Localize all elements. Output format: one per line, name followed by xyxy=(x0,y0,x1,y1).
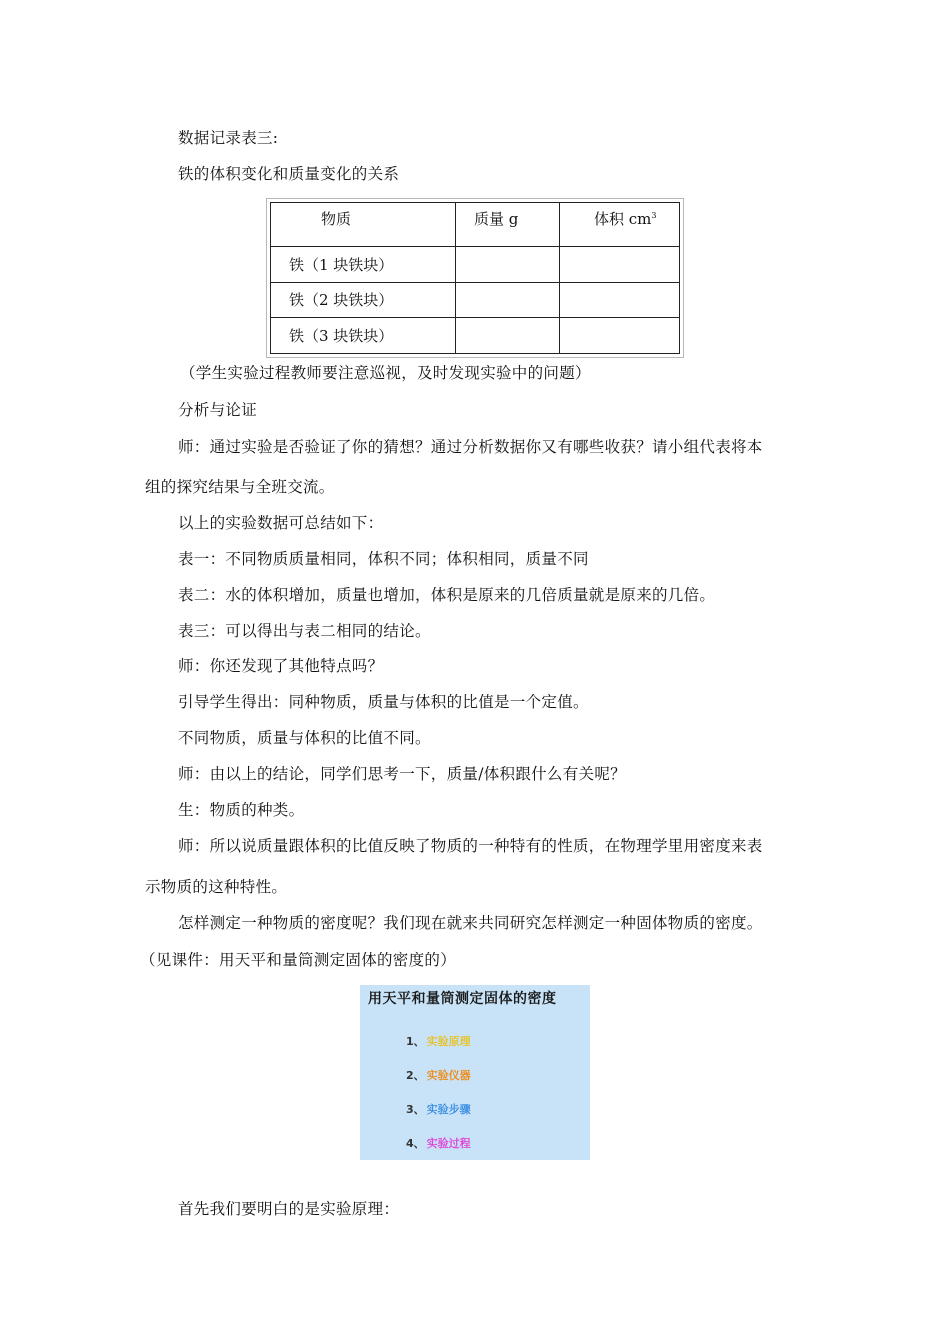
paragraph: 师：所以说质量跟体积的比值反映了物质的一种特有的性质，在物理学里用密度来表 xyxy=(178,837,763,855)
table-cell xyxy=(560,246,680,282)
data-table xyxy=(270,202,680,354)
courseware-slide-image xyxy=(360,985,590,1160)
table-header-row xyxy=(271,203,680,247)
paragraph: 表三：可以得出与表二相同的结论。 xyxy=(178,622,431,640)
data-table-frame xyxy=(266,198,684,358)
table-cell xyxy=(456,246,560,282)
paragraph-analysis: 分析与论证 xyxy=(178,401,258,419)
paragraph: （见课件：用天平和量筒测定固体的密度的） xyxy=(140,951,457,969)
slide-item: 4、 实验过程 xyxy=(406,1137,471,1150)
paragraph: 表二：水的体积增加，质量也增加，体积是原来的几倍质量就是原来的几倍。 xyxy=(178,586,716,604)
table-caption: 铁的体积变化和质量变化的关系 xyxy=(178,165,400,183)
paragraph-note: （学生实验过程教师要注意巡视，及时发现实验中的问题） xyxy=(180,364,591,382)
slide-item: 2、 实验仪器 xyxy=(406,1069,471,1082)
table-heading: 数据记录表三: xyxy=(178,129,279,147)
table-cell: 铁（3 块铁块） xyxy=(271,318,456,354)
table-cell: 铁（2 块铁块） xyxy=(271,282,456,318)
paragraph: 不同物质，质量与体积的比值不同。 xyxy=(178,729,431,747)
paragraph: 组的探究结果与全班交流。 xyxy=(145,478,335,496)
table-cell xyxy=(456,318,560,354)
table-row xyxy=(271,282,680,318)
table-row xyxy=(271,246,680,282)
table-cell xyxy=(456,282,560,318)
table-cell xyxy=(560,318,680,354)
paragraph: 师：你还发现了其他特点吗？ xyxy=(178,657,384,675)
paragraph: 示物质的这种特性。 xyxy=(145,878,288,896)
table-cell xyxy=(560,282,680,318)
header-substance: 物质 xyxy=(271,203,456,247)
paragraph: 首先我们要明白的是实验原理： xyxy=(178,1200,400,1218)
paragraph: 师：由以上的结论，同学们思考一下，质量/体积跟什么有关呢？ xyxy=(178,765,626,783)
slide-item: 1、 实验原理 xyxy=(406,1035,471,1048)
slide-item: 3、 实验步骤 xyxy=(406,1103,471,1116)
paragraph: 引导学生得出：同种物质，质量与体积的比值是一个定值。 xyxy=(178,693,589,711)
header-mass: 质量 g xyxy=(456,203,560,247)
paragraph: 怎样测定一种物质的密度呢？我们现在就来共同研究怎样测定一种固体物质的密度。 xyxy=(178,914,763,932)
paragraph: 表一：不同物质质量相同，体积不同；体积相同，质量不同 xyxy=(178,550,589,568)
paragraph: 师：通过实验是否验证了你的猜想？通过分析数据你又有哪些收获？请小组代表将本 xyxy=(178,438,763,456)
paragraph: 以上的实验数据可总结如下： xyxy=(178,514,384,532)
slide-title: 用天平和量筒测定固体的密度 xyxy=(368,991,557,1007)
paragraph: 生：物质的种类。 xyxy=(178,801,305,819)
table-row xyxy=(271,318,680,354)
table-cell: 铁（1 块铁块） xyxy=(271,246,456,282)
header-volume: 体积 $cm^3$ xyxy=(560,203,680,247)
